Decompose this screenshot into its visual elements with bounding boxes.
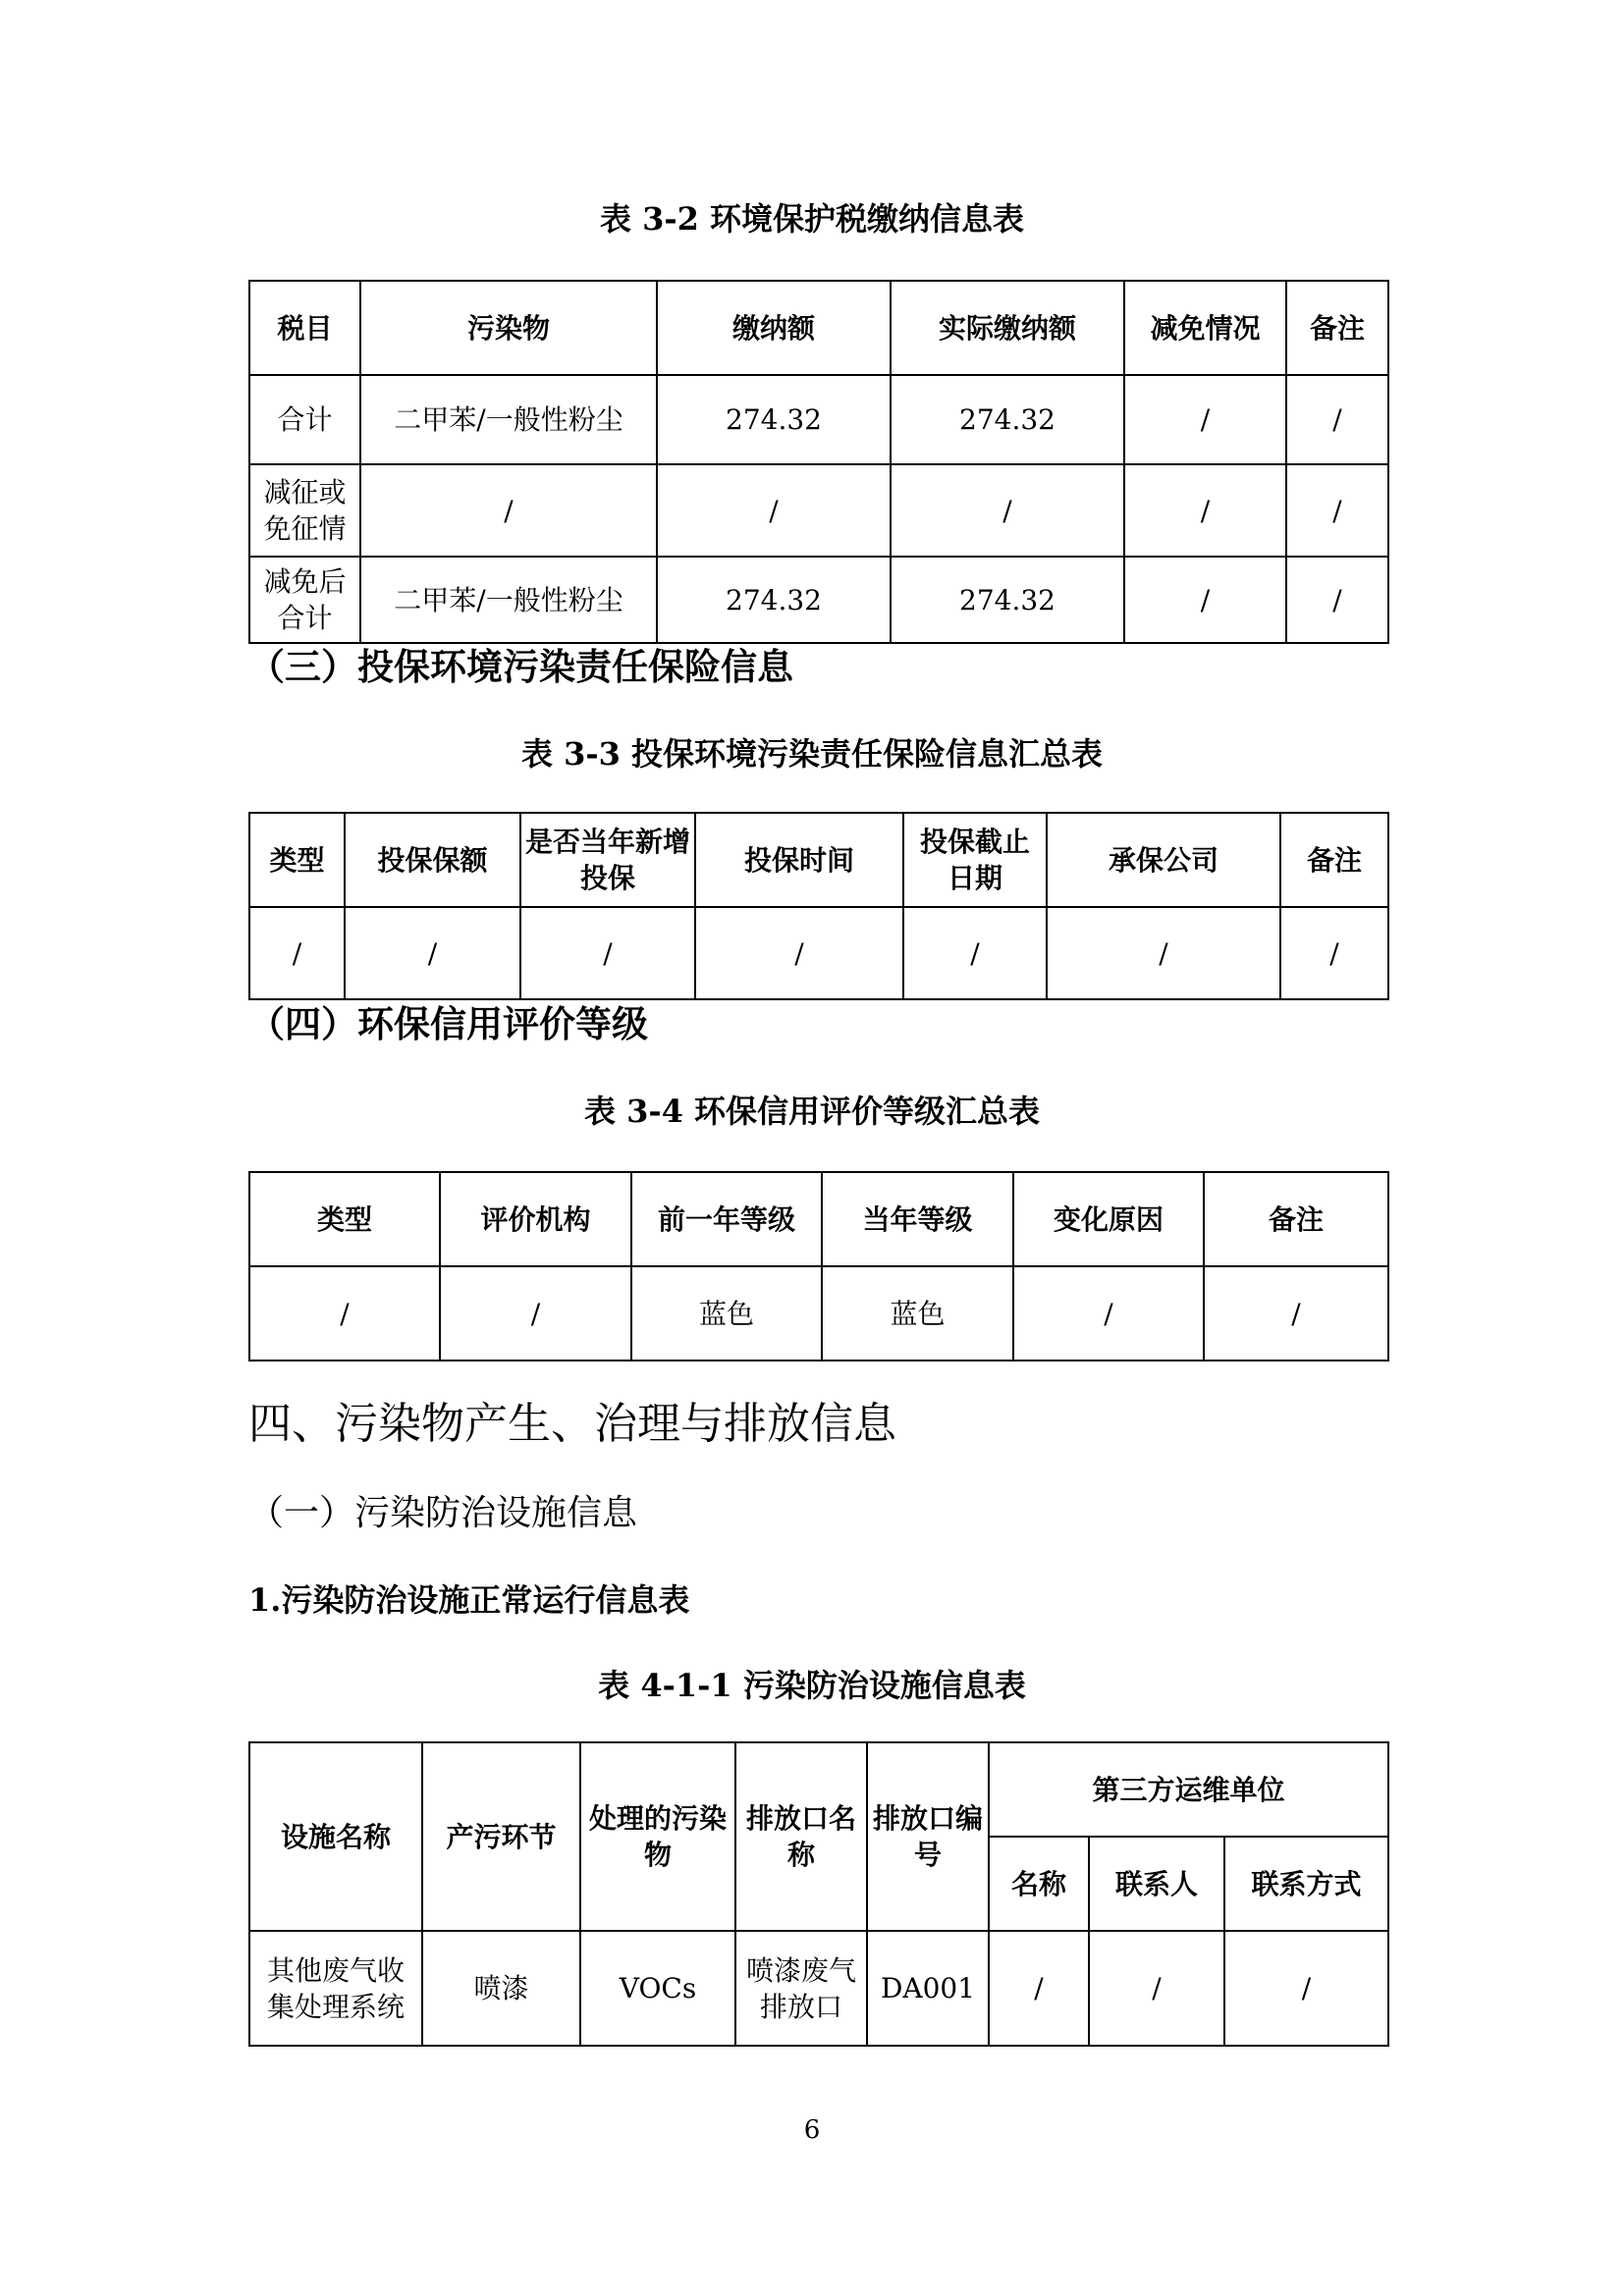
table-cell: / [1224,1931,1388,2046]
table-cell: 274.32 [657,557,891,643]
table-cell: / [989,1931,1089,2046]
table-cell: / [903,907,1047,999]
header-current-grade: 当年等级 [822,1172,1013,1266]
table-3-2-caption: 表 3-2 环境保护税缴纳信息表 [599,200,1025,238]
table-cell: VOCs [580,1931,735,2046]
table-cell: 蓝色 [631,1266,822,1361]
header-type: 类型 [249,813,345,907]
table-cell: 274.32 [657,375,891,464]
section-insurance-title: （三）投保环境污染责任保险信息 [248,645,793,688]
table-cell: / [1047,907,1280,999]
header-contact-person: 联系人 [1089,1837,1224,1931]
table-cell: / [1280,907,1388,999]
table-3-2 [248,280,1389,644]
header-change-reason: 变化原因 [1013,1172,1204,1266]
header-reduction: 减免情况 [1124,281,1286,375]
table-cell: / [360,464,657,557]
header-remark: 备注 [1286,281,1388,375]
header-outlet-name: 排放口名称 [735,1742,867,1931]
header-amount: 缴纳额 [657,281,891,375]
chapter-title: 四、污染物产生、治理与排放信息 [248,1399,896,1449]
table-3-4-caption: 表 3-4 环保信用评价等级汇总表 [583,1093,1041,1130]
section-credit-title: （四）环保信用评价等级 [248,1002,648,1045]
table-cell: / [345,907,520,999]
table-row [249,464,1388,557]
header-contact-info: 联系方式 [1224,1837,1388,1931]
table-cell: / [1286,557,1388,643]
header-rating-agency: 评价机构 [440,1172,631,1266]
table-cell: DA001 [867,1931,989,2046]
header-new-insurance: 是否当年新增投保 [520,813,695,907]
table-cell: / [1013,1266,1204,1361]
table-3-3-caption: 表 3-3 投保环境污染责任保险信息汇总表 [520,735,1104,773]
table-row [249,375,1388,464]
table-cell: / [1286,464,1388,557]
header-outlet-number: 排放口编号 [867,1742,989,1931]
table-cell: / [249,907,345,999]
header-pollutant: 污染物 [360,281,657,375]
table-cell: / [1286,375,1388,464]
table-cell: / [891,464,1124,557]
table-4-1-1 [248,1741,1389,2047]
table-cell: / [520,907,695,999]
header-third-party: 第三方运维单位 [989,1742,1388,1837]
table-cell: / [440,1266,631,1361]
header-remark: 备注 [1280,813,1388,907]
table-cell: 274.32 [891,557,1124,643]
header-facility-name: 设施名称 [249,1742,422,1931]
table-row [249,1266,1388,1361]
table-row [249,557,1388,643]
header-insurer: 承保公司 [1047,813,1280,907]
table-cell: / [249,1266,440,1361]
header-third-party-name: 名称 [989,1837,1089,1931]
table-cell: 二甲苯/一般性粉尘 [360,557,657,643]
table-3-3 [248,812,1389,1000]
header-insured-amount: 投保保额 [345,813,520,907]
header-type: 类型 [249,1172,440,1266]
page-number: 6 [803,2115,821,2145]
table-row [249,907,1388,999]
table-row [249,1931,1388,2046]
section-facility-title: （一）污染防治设施信息 [248,1493,638,1533]
table-cell: / [695,907,903,999]
header-remark: 备注 [1204,1172,1388,1266]
table-cell: 其他废气收集处理系统 [249,1931,422,2046]
table-cell: / [657,464,891,557]
table-cell: 合计 [249,375,360,464]
table-cell: / [1089,1931,1224,2046]
table-4-1-1-caption: 表 4-1-1 污染防治设施信息表 [598,1667,1026,1704]
header-insured-time: 投保时间 [695,813,903,907]
subsection-title: 1.污染防治设施正常运行信息表 [248,1581,690,1619]
table-cell: 减免后合计 [249,557,360,643]
table-cell: 二甲苯/一般性粉尘 [360,375,657,464]
table-cell: 274.32 [891,375,1124,464]
table-cell: 喷漆废气排放口 [735,1931,867,2046]
table-cell: / [1124,557,1286,643]
header-actual-amount: 实际缴纳额 [891,281,1124,375]
table-cell: 蓝色 [822,1266,1013,1361]
table-cell: / [1204,1266,1388,1361]
header-expiry-date: 投保截止日期 [903,813,1047,907]
table-cell: / [1124,375,1286,464]
header-treated-pollutant: 处理的污染物 [580,1742,735,1931]
header-tax-item: 税目 [249,281,360,375]
table-cell: 喷漆 [422,1931,580,2046]
header-process: 产污环节 [422,1742,580,1931]
table-3-4 [248,1171,1389,1362]
table-cell: 减征或免征情 [249,464,360,557]
header-prev-grade: 前一年等级 [631,1172,822,1266]
table-cell: / [1124,464,1286,557]
